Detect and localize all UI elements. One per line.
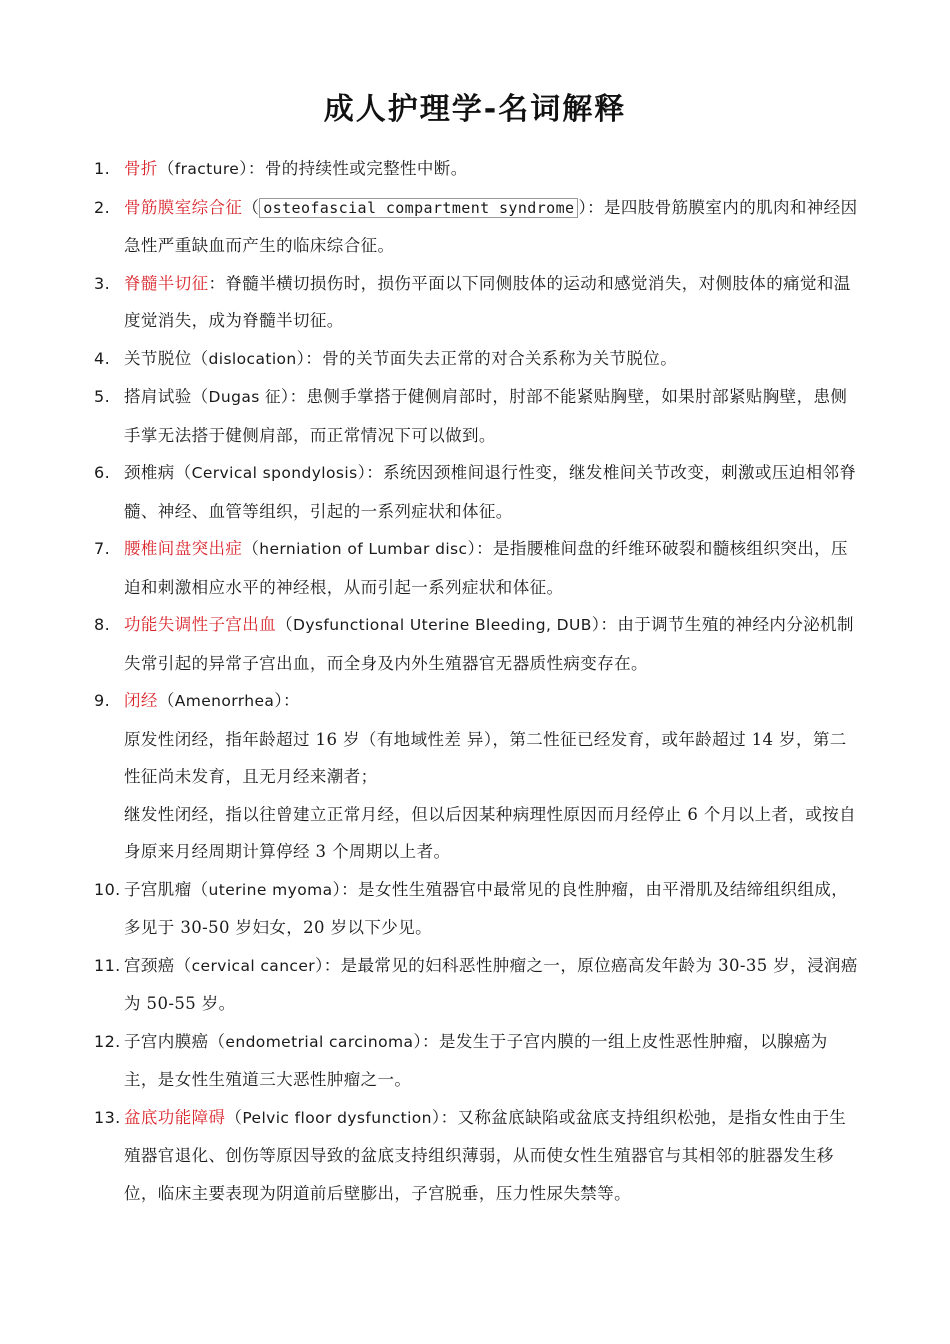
- term-definition: 是最常见的妇科恶性肿瘤之一，原位癌高发年龄为 30-35 岁，浸润癌为 50-55 岁。: [124, 955, 858, 1013]
- term-definition: 系统因颈椎间退行性变，继发椎间关节改变，刺激或压迫相邻脊髓、神经、血管等组织，引起的一系列症状和体征。: [124, 463, 857, 521]
- term-definition: 骨的关节面失去正常的对合关系称为关节脱位。: [322, 348, 678, 368]
- paren-close: ）：: [431, 1107, 458, 1127]
- paren-close: ）：: [274, 691, 300, 710]
- term-label: 子宫肌瘤: [124, 879, 192, 899]
- definition-paragraph: 原发性闭经，指年龄超过 16 岁（有地域性差 异），第二性征已经发育，或年龄超过 14 岁，第二性征尚未发育，且无月经来潮者；: [124, 729, 847, 786]
- term-definition: 脊髓半横切损伤时，损伤平面以下同侧肢体的运动和感觉消失，对侧肢体的痛觉和温度觉消失，成为脊髓半切征。: [124, 273, 851, 330]
- list-item: [94, 1099, 860, 1213]
- term-english: Dugas 征: [208, 388, 281, 406]
- paren-close: ）：: [296, 348, 323, 368]
- term-english: Cervical spondylosis: [191, 464, 358, 482]
- paren-open: （: [174, 955, 192, 975]
- page-title: 成人护理学-名词解释: [323, 92, 627, 127]
- item-number: 5.: [94, 387, 111, 406]
- term-english: Dysfunctional Uterine Bleeding, DUB: [293, 616, 592, 634]
- list-item: [94, 340, 860, 379]
- term-english: Pelvic floor dysfunction: [242, 1108, 432, 1127]
- item-number: 6.: [94, 463, 111, 482]
- paren-close: ）：: [578, 197, 604, 217]
- definition-paragraph: 继发性闭经，指以往曾建立正常月经，但以后因某种病理性原因而月经停止 6 个月以上者，或按自身原来月经周期计算停经 3 个周期以上者。: [124, 804, 856, 861]
- paren-open: （: [225, 1107, 243, 1127]
- list-item: [94, 454, 860, 530]
- paren-close: ）：: [467, 539, 494, 558]
- paren-open: （: [191, 387, 209, 406]
- paren-close: ）：: [591, 615, 618, 634]
- paren-open: （: [242, 539, 260, 558]
- list-item: [94, 150, 860, 189]
- item-number: 9.: [94, 691, 111, 710]
- term-definition: 患侧手掌搭于健侧肩部时，肘部不能紧贴胸壁，如果肘部紧贴胸壁，患侧手掌无法搭于健侧肩部，而正常情况下可以做到。: [124, 387, 848, 445]
- term-definition: 骨的持续性或完整性中断。: [264, 159, 468, 178]
- list-item: [94, 530, 860, 606]
- paren-close: ）：: [280, 387, 307, 406]
- term-label: 功能失调性子宫出血: [124, 615, 277, 634]
- paren-open: （: [157, 159, 175, 178]
- term-english: Amenorrhea: [174, 692, 275, 710]
- item-number: 4.: [94, 348, 111, 368]
- term-definition: 是指腰椎间盘的纤维环破裂和髓核组织突出，压迫和刺激相应水平的神经根，从而引起一系列症状和体征。: [124, 539, 848, 597]
- paren-close: ）：: [315, 955, 341, 975]
- term-label: 闭经: [124, 691, 158, 710]
- term-definition: 由于调节生殖的神经内分泌机制失常引起的异常子宫出血，而全身及内外生殖器官无器质性病变存在。: [124, 615, 854, 673]
- list-item: [94, 1023, 860, 1099]
- term-english: dislocation: [208, 349, 297, 368]
- paren-open: （: [208, 1031, 226, 1051]
- term-definition: 是女性生殖器官中最常见的良性肿瘤，由平滑肌及结缔组织组成，多见于 30-50 岁妇女，20 岁以下少见。: [124, 879, 849, 937]
- list-item: [94, 606, 860, 682]
- term-label: 脊髓半切征: [124, 273, 209, 293]
- item-number: 2.: [94, 197, 111, 217]
- paren-open: （: [191, 879, 209, 899]
- term-label: 搭肩试验: [124, 387, 192, 406]
- paren-open: （: [157, 691, 175, 710]
- list-item: [94, 378, 860, 454]
- term-english: cervical cancer: [191, 956, 316, 975]
- list-item: [94, 682, 860, 871]
- item-number: 11.: [94, 955, 121, 975]
- term-definition: 是发生于子宫内膜的一组上皮性恶性肿瘤，以腺癌为主，是女性生殖道三大恶性肿瘤之一。: [124, 1031, 828, 1089]
- item-number: 12.: [94, 1031, 121, 1051]
- term-label: 盆底功能障碍: [124, 1107, 226, 1127]
- term-label: 宫颈癌: [124, 955, 175, 975]
- list-item: [94, 265, 860, 340]
- term-label: 腰椎间盘突出症: [124, 539, 243, 558]
- list-item: [94, 189, 860, 265]
- paren-close: ）：: [357, 463, 384, 482]
- list-item: [94, 947, 860, 1023]
- term-english: uterine myoma: [208, 880, 333, 899]
- term-label: 关节脱位: [124, 348, 192, 368]
- item-number: 3.: [94, 273, 111, 293]
- colon: ：: [208, 273, 226, 293]
- term-definition: 是四肢骨筋膜室内的肌肉和神经因急性严重缺血而产生的临床综合征。: [124, 197, 858, 255]
- paren-open: （: [242, 197, 260, 217]
- paren-open: （: [174, 463, 192, 482]
- item-number: 8.: [94, 615, 111, 634]
- term-label: 子宫内膜癌: [124, 1031, 209, 1051]
- term-list: [94, 150, 860, 1212]
- term-label: 骨折: [124, 159, 158, 178]
- paren-open: （: [276, 615, 294, 634]
- term-english: osteofascial compartment syndrome: [259, 198, 578, 218]
- term-label: 颈椎病: [124, 463, 175, 482]
- term-english: fracture: [174, 160, 240, 178]
- term-english: herniation of Lumbar disc: [259, 540, 468, 558]
- paren-open: （: [191, 348, 209, 368]
- term-english: endometrial carcinoma: [225, 1032, 414, 1051]
- item-number: 7.: [94, 539, 111, 558]
- term-definition: 又称盆底缺陷或盆底支持组织松弛，是指女性由于生殖器官退化、创伤等原因导致的盆底支持组织薄弱，从而使女性生殖器官与其相邻的脏器发生移位，临床主要表现为阴道前后壁膨出，子宫脱垂，压力性尿失禁等。: [124, 1107, 847, 1203]
- item-number: 10.: [94, 879, 121, 899]
- list-item: [94, 871, 860, 947]
- paren-close: ）：: [332, 879, 359, 899]
- paren-close: ）：: [413, 1031, 439, 1051]
- paren-close: ）：: [239, 159, 265, 178]
- item-number: 1.: [94, 159, 111, 178]
- term-label: 骨筋膜室综合征: [124, 197, 243, 217]
- item-number: 13.: [94, 1107, 121, 1127]
